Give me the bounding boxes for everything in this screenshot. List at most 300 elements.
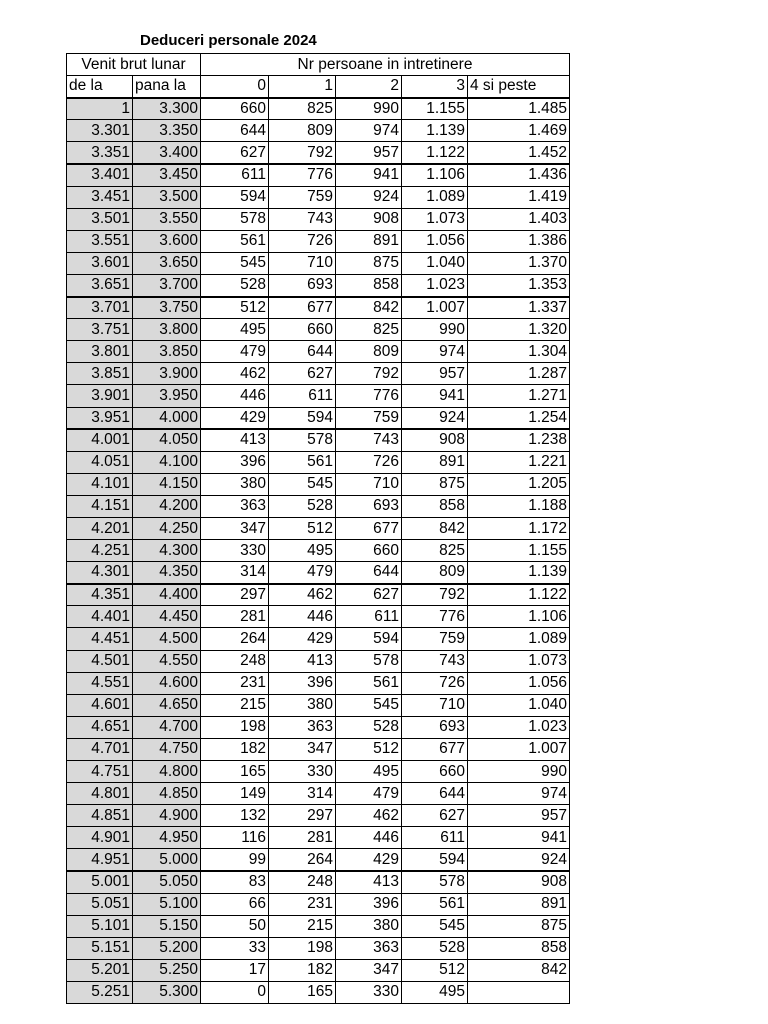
income-from-cell: 3.401	[67, 164, 133, 186]
deduction-1-cell: 380	[269, 694, 336, 716]
income-to-cell: 3.650	[133, 252, 201, 274]
income-from-cell: 5.051	[67, 893, 133, 915]
deduction-2-cell: 941	[336, 164, 402, 186]
deduction-3-cell: 1.139	[402, 120, 468, 142]
page-title: Deduceri personale 2024	[140, 32, 317, 49]
income-from-cell: 3.951	[67, 407, 133, 429]
dependents-4-plus-header: 4 si peste	[468, 76, 570, 98]
income-from-cell: 4.251	[67, 540, 133, 562]
income-to-cell: 4.150	[133, 473, 201, 495]
deduction-2-cell: 495	[336, 761, 402, 783]
table-row	[67, 893, 570, 915]
income-to-cell: 4.250	[133, 517, 201, 539]
income-from-cell: 3.301	[67, 120, 133, 142]
deduction-3-cell: 677	[402, 738, 468, 760]
income-to-cell: 4.350	[133, 562, 201, 584]
income-from-cell: 5.201	[67, 959, 133, 981]
deduction-1-cell: 264	[269, 849, 336, 871]
deduction-3-cell: 743	[402, 650, 468, 672]
deduction-2-cell: 396	[336, 893, 402, 915]
deduction-0-cell: 363	[201, 495, 269, 517]
deduction-2-cell: 957	[336, 142, 402, 164]
deduction-3-cell: 792	[402, 584, 468, 606]
deduction-2-cell: 594	[336, 628, 402, 650]
income-from-cell: 3.351	[67, 142, 133, 164]
income-from-cell: 3.751	[67, 319, 133, 341]
income-from-cell: 4.501	[67, 650, 133, 672]
table-row	[67, 495, 570, 517]
deduction-1-cell: 578	[269, 429, 336, 451]
deduction-4-plus-cell: 1.469	[468, 120, 570, 142]
income-to-cell: 3.350	[133, 120, 201, 142]
deduction-1-cell: 561	[269, 451, 336, 473]
table-row	[67, 738, 570, 760]
deduction-2-cell: 429	[336, 849, 402, 871]
deduction-3-cell: 891	[402, 451, 468, 473]
table-row	[67, 451, 570, 473]
deduction-0-cell: 561	[201, 230, 269, 252]
deduction-1-cell: 545	[269, 473, 336, 495]
deduction-1-cell: 479	[269, 562, 336, 584]
income-from-cell: 3.851	[67, 363, 133, 385]
deduction-1-cell: 413	[269, 650, 336, 672]
deduction-4-plus-cell: 1.485	[468, 98, 570, 120]
income-from-cell: 4.551	[67, 672, 133, 694]
deduction-3-cell: 710	[402, 694, 468, 716]
deduction-1-cell: 809	[269, 120, 336, 142]
deduction-0-cell: 116	[201, 827, 269, 849]
income-from-cell: 3.451	[67, 186, 133, 208]
deduction-3-cell: 561	[402, 893, 468, 915]
deduction-1-cell: 396	[269, 672, 336, 694]
deduction-1-cell: 165	[269, 981, 336, 1003]
income-to-cell: 3.950	[133, 385, 201, 407]
dependents-2-header: 2	[336, 76, 402, 98]
deduction-3-cell: 1.056	[402, 230, 468, 252]
income-from-cell: 3.701	[67, 297, 133, 319]
deduction-3-cell: 693	[402, 716, 468, 738]
income-from-cell: 3.551	[67, 230, 133, 252]
table-row	[67, 694, 570, 716]
header-row-groups	[67, 54, 570, 76]
deduction-1-cell: 627	[269, 363, 336, 385]
deduction-3-cell: 1.155	[402, 98, 468, 120]
table-row	[67, 142, 570, 164]
deduction-4-plus-cell: 1.304	[468, 341, 570, 363]
table-row	[67, 628, 570, 650]
income-to-cell: 4.900	[133, 805, 201, 827]
deduction-4-plus-cell: 1.040	[468, 694, 570, 716]
deduction-0-cell: 347	[201, 517, 269, 539]
table-row	[67, 98, 570, 120]
deduction-0-cell: 380	[201, 473, 269, 495]
deduction-4-plus-cell: 1.337	[468, 297, 570, 319]
deduction-0-cell: 165	[201, 761, 269, 783]
deduction-4-plus-cell: 1.007	[468, 738, 570, 760]
income-to-cell: 4.000	[133, 407, 201, 429]
table-row	[67, 363, 570, 385]
deduction-3-cell: 776	[402, 606, 468, 628]
income-from-cell: 4.051	[67, 451, 133, 473]
deduction-1-cell: 512	[269, 517, 336, 539]
income-to-cell: 5.050	[133, 871, 201, 893]
deduction-2-cell: 347	[336, 959, 402, 981]
income-from-cell: 4.951	[67, 849, 133, 871]
deduction-2-cell: 776	[336, 385, 402, 407]
table-row	[67, 341, 570, 363]
deduction-2-cell: 792	[336, 363, 402, 385]
income-from-cell: 4.751	[67, 761, 133, 783]
deduction-4-plus-cell: 1.188	[468, 495, 570, 517]
table-row	[67, 783, 570, 805]
deduction-0-cell: 231	[201, 672, 269, 694]
income-to-cell: 4.400	[133, 584, 201, 606]
income-to-cell: 3.500	[133, 186, 201, 208]
deduction-1-cell: 726	[269, 230, 336, 252]
deduction-4-plus-cell: 842	[468, 959, 570, 981]
deduction-4-plus-cell: 1.056	[468, 672, 570, 694]
deduction-1-cell: 743	[269, 208, 336, 230]
deduction-0-cell: 17	[201, 959, 269, 981]
deduction-1-cell: 182	[269, 959, 336, 981]
income-to-cell: 3.300	[133, 98, 201, 120]
table-row	[67, 319, 570, 341]
table-row	[67, 407, 570, 429]
deduction-4-plus-cell: 941	[468, 827, 570, 849]
deduction-1-cell: 297	[269, 805, 336, 827]
deduction-4-plus-cell: 875	[468, 915, 570, 937]
deduction-0-cell: 462	[201, 363, 269, 385]
deduction-2-cell: 809	[336, 341, 402, 363]
deduction-4-plus-cell: 957	[468, 805, 570, 827]
income-to-cell: 4.950	[133, 827, 201, 849]
income-from-cell: 3.651	[67, 274, 133, 296]
dependents-3-header: 3	[402, 76, 468, 98]
income-to-cell: 3.400	[133, 142, 201, 164]
deduction-4-plus-cell: 1.106	[468, 606, 570, 628]
deduction-0-cell: 33	[201, 937, 269, 959]
income-to-cell: 4.500	[133, 628, 201, 650]
income-from-cell: 3.801	[67, 341, 133, 363]
deduction-0-cell: 660	[201, 98, 269, 120]
deduction-0-cell: 330	[201, 540, 269, 562]
income-to-cell: 4.650	[133, 694, 201, 716]
income-to-cell: 5.000	[133, 849, 201, 871]
income-to-cell: 3.800	[133, 319, 201, 341]
from-column-header: de la	[67, 76, 133, 98]
income-from-cell: 1	[67, 98, 133, 120]
deduction-3-cell: 1.089	[402, 186, 468, 208]
deduction-4-plus-cell: 891	[468, 893, 570, 915]
table-row	[67, 297, 570, 319]
income-from-cell: 3.501	[67, 208, 133, 230]
deduction-2-cell: 974	[336, 120, 402, 142]
deduction-2-cell: 611	[336, 606, 402, 628]
deduction-2-cell: 825	[336, 319, 402, 341]
deduction-2-cell: 660	[336, 540, 402, 562]
income-to-cell: 4.700	[133, 716, 201, 738]
deduction-4-plus-cell: 1.089	[468, 628, 570, 650]
table-row	[67, 252, 570, 274]
deduction-1-cell: 644	[269, 341, 336, 363]
income-to-cell: 4.300	[133, 540, 201, 562]
to-column-header: pana la	[133, 76, 201, 98]
deduction-3-cell: 1.122	[402, 142, 468, 164]
deduction-0-cell: 396	[201, 451, 269, 473]
income-from-cell: 4.301	[67, 562, 133, 584]
income-from-cell: 3.901	[67, 385, 133, 407]
deduction-0-cell: 528	[201, 274, 269, 296]
deduction-2-cell: 677	[336, 517, 402, 539]
deduction-1-cell: 495	[269, 540, 336, 562]
deduction-0-cell: 413	[201, 429, 269, 451]
deduction-0-cell: 149	[201, 783, 269, 805]
table-row	[67, 517, 570, 539]
deduction-3-cell: 941	[402, 385, 468, 407]
deduction-4-plus-cell: 1.353	[468, 274, 570, 296]
income-from-cell: 4.001	[67, 429, 133, 451]
income-to-cell: 3.850	[133, 341, 201, 363]
deduction-1-cell: 198	[269, 937, 336, 959]
deduction-1-cell: 776	[269, 164, 336, 186]
income-to-cell: 5.150	[133, 915, 201, 937]
deduction-0-cell: 182	[201, 738, 269, 760]
table-row	[67, 915, 570, 937]
income-to-cell: 4.100	[133, 451, 201, 473]
deduction-4-plus-cell: 1.023	[468, 716, 570, 738]
income-from-cell: 4.451	[67, 628, 133, 650]
table-row	[67, 606, 570, 628]
table-row	[67, 473, 570, 495]
table-row	[67, 672, 570, 694]
deduction-1-cell: 314	[269, 783, 336, 805]
deduction-0-cell: 495	[201, 319, 269, 341]
table-row	[67, 562, 570, 584]
deduction-3-cell: 528	[402, 937, 468, 959]
deduction-4-plus-cell: 1.073	[468, 650, 570, 672]
deduction-2-cell: 908	[336, 208, 402, 230]
deduction-0-cell: 627	[201, 142, 269, 164]
deduction-4-plus-cell: 1.155	[468, 540, 570, 562]
deduction-2-cell: 858	[336, 274, 402, 296]
deduction-3-cell: 627	[402, 805, 468, 827]
table-row	[67, 937, 570, 959]
deduction-2-cell: 561	[336, 672, 402, 694]
deduction-3-cell: 594	[402, 849, 468, 871]
income-to-cell: 3.900	[133, 363, 201, 385]
deduction-2-cell: 842	[336, 297, 402, 319]
deduction-2-cell: 528	[336, 716, 402, 738]
income-to-cell: 3.550	[133, 208, 201, 230]
deduction-2-cell: 875	[336, 252, 402, 274]
deduction-4-plus-cell: 1.172	[468, 517, 570, 539]
deduction-0-cell: 66	[201, 893, 269, 915]
deduction-4-plus-cell: 1.238	[468, 429, 570, 451]
table-row	[67, 849, 570, 871]
deduction-3-cell: 908	[402, 429, 468, 451]
deduction-4-plus-cell	[468, 981, 570, 1003]
deduction-4-plus-cell: 1.452	[468, 142, 570, 164]
deduction-3-cell: 726	[402, 672, 468, 694]
deduction-3-cell: 858	[402, 495, 468, 517]
deduction-3-cell: 924	[402, 407, 468, 429]
income-group-header: Venit brut lunar	[67, 54, 201, 76]
deduction-1-cell: 281	[269, 827, 336, 849]
deduction-4-plus-cell: 1.287	[468, 363, 570, 385]
income-to-cell: 4.600	[133, 672, 201, 694]
deduction-2-cell: 924	[336, 186, 402, 208]
deduction-1-cell: 347	[269, 738, 336, 760]
deduction-4-plus-cell: 1.403	[468, 208, 570, 230]
income-to-cell: 4.200	[133, 495, 201, 517]
income-from-cell: 4.101	[67, 473, 133, 495]
income-from-cell: 5.001	[67, 871, 133, 893]
table-row	[67, 827, 570, 849]
table-row	[67, 716, 570, 738]
deduction-0-cell: 594	[201, 186, 269, 208]
deduction-1-cell: 462	[269, 584, 336, 606]
deduction-1-cell: 231	[269, 893, 336, 915]
deduction-2-cell: 627	[336, 584, 402, 606]
header-row-columns	[67, 76, 570, 98]
income-to-cell: 4.450	[133, 606, 201, 628]
deduction-1-cell: 248	[269, 871, 336, 893]
deduction-2-cell: 726	[336, 451, 402, 473]
income-to-cell: 4.750	[133, 738, 201, 760]
deduction-0-cell: 248	[201, 650, 269, 672]
deduction-3-cell: 644	[402, 783, 468, 805]
deduction-2-cell: 644	[336, 562, 402, 584]
income-from-cell: 4.851	[67, 805, 133, 827]
deduction-4-plus-cell: 908	[468, 871, 570, 893]
deduction-1-cell: 446	[269, 606, 336, 628]
deduction-1-cell: 710	[269, 252, 336, 274]
deduction-1-cell: 660	[269, 319, 336, 341]
deduction-0-cell: 83	[201, 871, 269, 893]
income-to-cell: 3.700	[133, 274, 201, 296]
deduction-3-cell: 1.106	[402, 164, 468, 186]
income-from-cell: 4.801	[67, 783, 133, 805]
table-row	[67, 650, 570, 672]
table-row	[67, 208, 570, 230]
deduction-2-cell: 693	[336, 495, 402, 517]
table-row	[67, 761, 570, 783]
deduction-2-cell: 330	[336, 981, 402, 1003]
deduction-0-cell: 611	[201, 164, 269, 186]
deduction-1-cell: 528	[269, 495, 336, 517]
deduction-3-cell: 957	[402, 363, 468, 385]
deduction-0-cell: 50	[201, 915, 269, 937]
table-row	[67, 871, 570, 893]
deduction-0-cell: 644	[201, 120, 269, 142]
deduction-3-cell: 1.073	[402, 208, 468, 230]
deduction-2-cell: 413	[336, 871, 402, 893]
deduction-4-plus-cell: 974	[468, 783, 570, 805]
table-row	[67, 429, 570, 451]
deduction-0-cell: 132	[201, 805, 269, 827]
table-row	[67, 186, 570, 208]
deduction-2-cell: 545	[336, 694, 402, 716]
deduction-3-cell: 825	[402, 540, 468, 562]
deduction-3-cell: 990	[402, 319, 468, 341]
table-row	[67, 981, 570, 1003]
deduction-4-plus-cell: 1.254	[468, 407, 570, 429]
income-to-cell: 4.050	[133, 429, 201, 451]
deduction-4-plus-cell: 1.205	[468, 473, 570, 495]
income-from-cell: 4.401	[67, 606, 133, 628]
income-to-cell: 5.300	[133, 981, 201, 1003]
deduction-0-cell: 578	[201, 208, 269, 230]
deduction-2-cell: 380	[336, 915, 402, 937]
deduction-4-plus-cell: 924	[468, 849, 570, 871]
deduction-2-cell: 578	[336, 650, 402, 672]
income-from-cell: 4.701	[67, 738, 133, 760]
deduction-4-plus-cell: 1.370	[468, 252, 570, 274]
income-from-cell: 4.601	[67, 694, 133, 716]
income-to-cell: 5.200	[133, 937, 201, 959]
deduction-0-cell: 99	[201, 849, 269, 871]
deduction-2-cell: 363	[336, 937, 402, 959]
income-to-cell: 3.600	[133, 230, 201, 252]
deduction-3-cell: 578	[402, 871, 468, 893]
deduction-3-cell: 759	[402, 628, 468, 650]
table-row	[67, 959, 570, 981]
deduction-0-cell: 314	[201, 562, 269, 584]
income-to-cell: 4.550	[133, 650, 201, 672]
deduction-3-cell: 809	[402, 562, 468, 584]
deduction-3-cell: 875	[402, 473, 468, 495]
deduction-3-cell: 512	[402, 959, 468, 981]
deduction-3-cell: 545	[402, 915, 468, 937]
deduction-3-cell: 611	[402, 827, 468, 849]
deduction-0-cell: 429	[201, 407, 269, 429]
deduction-1-cell: 677	[269, 297, 336, 319]
income-from-cell: 4.151	[67, 495, 133, 517]
income-to-cell: 5.250	[133, 959, 201, 981]
deduction-1-cell: 330	[269, 761, 336, 783]
table-body	[67, 98, 570, 1004]
table-row	[67, 540, 570, 562]
deduction-4-plus-cell: 1.271	[468, 385, 570, 407]
deduction-4-plus-cell: 1.139	[468, 562, 570, 584]
table-row	[67, 584, 570, 606]
deduction-1-cell: 611	[269, 385, 336, 407]
deduction-1-cell: 594	[269, 407, 336, 429]
deduction-1-cell: 363	[269, 716, 336, 738]
deduction-3-cell: 974	[402, 341, 468, 363]
deduction-3-cell: 495	[402, 981, 468, 1003]
deduction-2-cell: 479	[336, 783, 402, 805]
deduction-2-cell: 743	[336, 429, 402, 451]
income-to-cell: 4.800	[133, 761, 201, 783]
income-from-cell: 5.251	[67, 981, 133, 1003]
deduction-3-cell: 1.007	[402, 297, 468, 319]
deduction-3-cell: 1.040	[402, 252, 468, 274]
deduction-4-plus-cell: 858	[468, 937, 570, 959]
income-from-cell: 5.101	[67, 915, 133, 937]
income-from-cell: 5.151	[67, 937, 133, 959]
deduction-1-cell: 215	[269, 915, 336, 937]
income-from-cell: 4.651	[67, 716, 133, 738]
deduction-4-plus-cell: 1.436	[468, 164, 570, 186]
deduction-2-cell: 446	[336, 827, 402, 849]
dependents-0-header: 0	[201, 76, 269, 98]
deduction-3-cell: 660	[402, 761, 468, 783]
deduction-4-plus-cell: 1.320	[468, 319, 570, 341]
income-from-cell: 4.351	[67, 584, 133, 606]
income-from-cell: 4.901	[67, 827, 133, 849]
income-to-cell: 4.850	[133, 783, 201, 805]
